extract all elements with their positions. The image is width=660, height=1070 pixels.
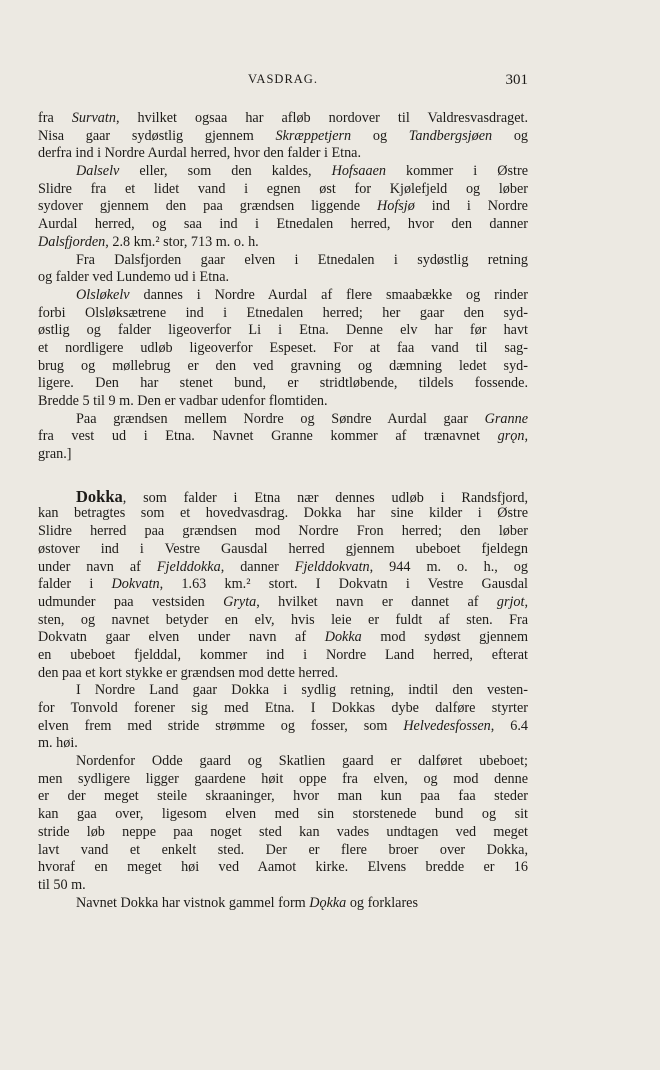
text-line	[38, 128, 528, 146]
text-span: kommer i Østre	[385, 163, 528, 180]
text-line	[38, 181, 528, 199]
text-line	[38, 842, 528, 860]
italic-term: Skræppetjern	[275, 127, 352, 144]
text-line	[38, 594, 528, 612]
text-span: , 2.8 km.² stor, 713 m. o. h.	[105, 233, 259, 250]
text-span: og falder ved Lundemo ud i Etna.	[38, 269, 230, 286]
text-line	[38, 753, 528, 771]
text-line	[38, 718, 528, 736]
text-span: , 944 m. o. h., og	[369, 558, 528, 575]
text-span: gran.]	[38, 446, 72, 463]
italic-term: grjot	[496, 593, 525, 610]
italic-term: Hofsaaen	[331, 163, 386, 180]
text-line	[38, 446, 528, 464]
italic-term: Granne	[484, 410, 528, 427]
text-span: er der meget steile skraaninger, hvor man kun paa faa steder	[38, 788, 528, 805]
text-span: , 6.4	[490, 717, 528, 734]
text-line	[38, 358, 528, 376]
text-span: østlig og falder ligeoverfor Li i Etna. Denne elv har før havt	[38, 322, 528, 339]
text-span: derfra ind i Nordre Aurdal herred, hvor den falder i Etna.	[38, 145, 362, 162]
text-line	[38, 541, 528, 559]
text-span: og forklares	[346, 894, 418, 911]
text-span: , 1.63 km.² stort. I Dokvatn i Vestre Gausdal	[159, 576, 528, 593]
text-span: kan betragtes som et hovedvasdrag. Dokka har sine kilder i Østre	[38, 505, 528, 522]
italic-term: grǫn,	[497, 428, 528, 445]
text-span: , som falder i Etna nær dennes udløb i Randsfjord,	[122, 489, 528, 506]
text-line	[38, 305, 528, 323]
text-line	[38, 488, 528, 506]
text-span: , hvilket navn er dannet af	[256, 593, 497, 610]
text-line	[38, 576, 528, 594]
text-line	[38, 110, 528, 128]
text-line	[38, 375, 528, 393]
text-span: til 50 m.	[38, 876, 86, 893]
running-title: VASDRAG.	[248, 72, 318, 86]
text-span: østover ind i Vestre Gausdal herred gjennem ubeboet fjeldegn	[38, 540, 528, 557]
text-span: Fra Dalsfjorden gaar elven i Etnedalen i sydøstlig retning	[76, 251, 528, 268]
text-line	[38, 629, 528, 647]
italic-term: Fjelddokka	[156, 558, 221, 575]
text-line	[38, 771, 528, 789]
text-line	[38, 647, 528, 665]
text-line	[38, 682, 528, 700]
text-span: Dokvatn gaar elven under navn af	[38, 629, 325, 646]
text-line	[38, 145, 528, 163]
text-span: Slidre herred paa grændsen mod Nordre Fron herred; den løber	[38, 523, 528, 540]
italic-term: Dǫkka	[309, 894, 347, 911]
text-span: dannes i Nordre Aurdal af flere smaabække og rinder	[129, 286, 528, 303]
italic-term: Fjelddokvatn	[294, 558, 370, 575]
text-span: stride løb neppe paa noget sted kan vades undtagen ved meget	[38, 823, 528, 840]
text-line	[38, 824, 528, 842]
text-span: lavt vand et enkelt sted. Der er flere broer over Dokka,	[38, 841, 528, 858]
text-line	[38, 428, 528, 446]
text-span: for Tonvold forener sig med Etna. I Dokkas dybe dalføre styrter	[38, 700, 528, 716]
italic-term: Olsløkelv	[76, 286, 130, 303]
text-span: fra vest ud i Etna. Navnet Granne kommer af trænavnet	[38, 428, 498, 445]
text-span: Slidre fra et lidet vand i egnen øst for Kjølefjeld og løber	[38, 180, 528, 197]
text-span: og	[492, 127, 528, 144]
text-span: et nordligere udløb ligeoverfor Espeset. For at faa vand til sag-	[38, 339, 528, 356]
text-span: falder i	[38, 576, 112, 593]
italic-term: Dalsfjorden	[38, 233, 106, 250]
italic-term: Gryta	[223, 593, 257, 610]
text-line	[38, 393, 528, 411]
text-line	[38, 216, 528, 234]
text-span: kan gaa over, ligesom elven med sin storstenede bund og sit	[38, 806, 528, 823]
text-span: elven frem med stride strømme og fosser, som	[38, 717, 404, 734]
text-line	[38, 322, 528, 340]
text-span: hvoraf en meget høi ved Aamot kirke. Elvens bredde er 16	[38, 859, 528, 876]
text-span: sten, og navnet betyder en elv, hvis leie er fuldt af sten. Fra	[38, 611, 528, 628]
section-gap	[38, 464, 528, 488]
running-header	[38, 72, 528, 96]
page-number: 301	[505, 72, 528, 88]
text-line	[38, 411, 528, 429]
text-line	[38, 505, 528, 523]
text-span: den paa et kort stykke er grændsen mod dette herred.	[38, 664, 339, 681]
text-span: ind i Nordre	[414, 198, 528, 215]
paragraph	[38, 682, 528, 753]
text-line	[38, 287, 528, 305]
text-span: I Nordre Land gaar Dokka i sydlig retning, indtil den vesten-	[76, 682, 528, 699]
italic-term: Helvedesfossen	[403, 717, 491, 734]
text-span: under navn af	[38, 558, 157, 575]
text-span: fra	[38, 110, 72, 126]
paragraph	[38, 163, 528, 251]
body-text	[38, 110, 528, 912]
italic-term: Dokka	[324, 629, 362, 646]
text-line	[38, 269, 528, 287]
text-span: mod sydøst gjennem	[361, 629, 528, 646]
text-span: forbi Olsløksætrene ind i Etnedalen herred; her gaar den syd-	[38, 304, 528, 321]
text-span: Nisa gaar sydøstlig gjennem	[38, 127, 276, 144]
paragraph	[38, 895, 528, 913]
text-span: eller, som den kaldes,	[119, 163, 332, 180]
text-line	[38, 523, 528, 541]
italic-term: Dalselv	[76, 163, 120, 180]
text-line	[38, 877, 528, 895]
paragraph	[38, 753, 528, 895]
italic-term: Dokvatn	[111, 576, 160, 593]
italic-term: Tandbergsjøen	[408, 127, 493, 144]
paragraph	[38, 252, 528, 287]
text-line	[38, 895, 528, 913]
text-span: men sydligere ligger gaardene høit oppe fra elven, og mod denne	[38, 770, 528, 787]
text-line	[38, 665, 528, 683]
text-line	[38, 163, 528, 181]
text-span: Nordenfor Odde gaard og Skatlien gaard er dalføret ubeboet;	[76, 753, 528, 770]
text-span: Navnet Dokka har vistnok gammel form	[76, 894, 310, 911]
text-line	[38, 806, 528, 824]
text-line	[38, 788, 528, 806]
paragraph	[38, 411, 528, 464]
text-line	[38, 859, 528, 877]
text-span: udmunder paa vestsiden	[38, 593, 224, 610]
heading-term: Dokka	[76, 487, 123, 506]
text-line	[38, 340, 528, 358]
italic-term: Hofsjø	[376, 198, 415, 215]
text-line	[38, 612, 528, 630]
text-span: Aurdal herred, og saa ind i Etnedalen herred, hvor den danner	[38, 216, 528, 233]
text-line	[38, 198, 528, 216]
text-line	[38, 700, 528, 718]
text-span: brug og møllebrug er den ved gravning og dæmning ledet syd-	[38, 357, 528, 374]
text-span: m. høi.	[38, 735, 78, 752]
text-span: , hvilket ogsaa har afløb nordover til Valdresvasdraget.	[115, 110, 528, 126]
text-span: Paa grændsen mellem Nordre og Søndre Aurdal gaar	[76, 410, 485, 427]
text-span: og	[351, 127, 409, 144]
text-line	[38, 234, 528, 252]
paragraph	[38, 287, 528, 411]
italic-term: Survatn	[71, 110, 116, 126]
text-span: ligere. Den har stenet bund, er stridtløbende, tildels fossende.	[38, 375, 528, 392]
text-line	[38, 559, 528, 577]
text-span: Bredde 5 til 9 m. Den er vadbar udenfor flomtiden.	[38, 393, 328, 409]
text-line	[38, 735, 528, 753]
text-span: ,	[524, 593, 528, 610]
paragraph	[38, 110, 528, 163]
text-span: , danner	[220, 558, 295, 575]
text-span: en ubeboet fjelddal, kommer ind i Nordre Land herred, efterat	[38, 646, 528, 663]
text-line	[38, 252, 528, 270]
text-span: sydover gjennem den paa grændsen liggende	[38, 198, 377, 215]
paragraph	[38, 488, 528, 683]
